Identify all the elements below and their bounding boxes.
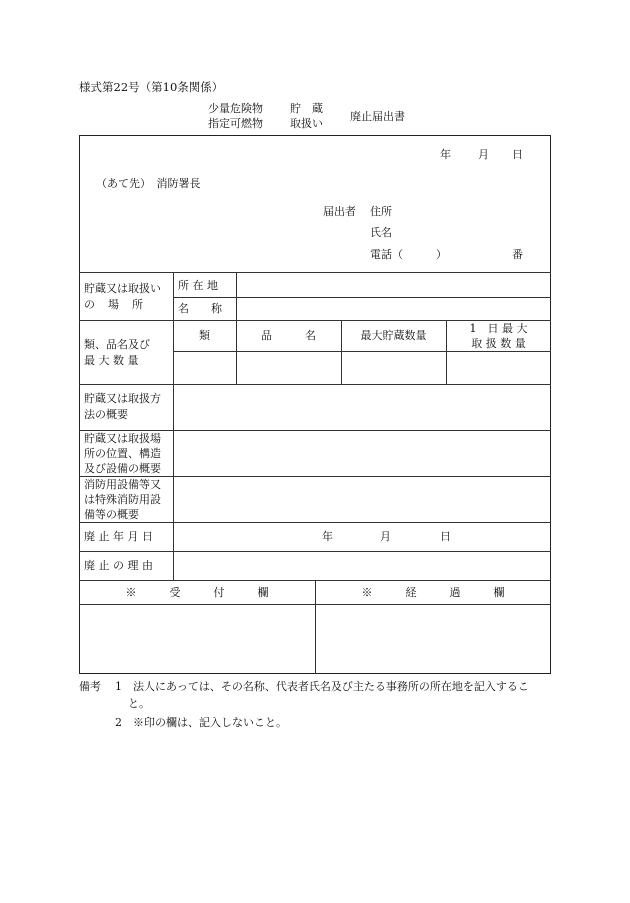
- category-label-2: 最 大 数 量: [84, 354, 139, 367]
- reason-label: 廃 止 の 理 由: [84, 559, 153, 572]
- abolish-month: 月: [380, 530, 391, 543]
- category-label-1: 類、品名及び: [84, 338, 150, 351]
- address-row-label: 所 在 地: [178, 279, 218, 292]
- name-row-label: 名 称: [178, 302, 222, 315]
- note-1-continued: と。: [128, 697, 150, 710]
- note-1: 1 法人にあっては、その名称、代表者氏名及び主たる事務所の所在地を記入するこ: [115, 680, 529, 693]
- name-label: 氏名: [370, 226, 392, 239]
- col-daily-2: 取 扱 数 量: [471, 337, 526, 350]
- location-label-2: の 場 所: [84, 298, 144, 311]
- col-max: 最大貯蔵数量: [360, 329, 427, 342]
- reception-label: ※ 受 付 欄: [125, 586, 269, 599]
- col-class: 類: [199, 329, 210, 342]
- col-daily-1: 1 日 最 大: [469, 322, 528, 335]
- progress-label: ※ 経 過 欄: [361, 586, 505, 599]
- facility-label-3: 及び設備の概要: [84, 462, 161, 475]
- title-type-line2: 指定可燃物: [208, 117, 263, 130]
- note-2: 2 ※印の欄は、記入しないこと。: [115, 716, 287, 729]
- address-label: 住所: [370, 205, 392, 218]
- title-act-line2: 取扱い: [290, 117, 323, 130]
- date-month: 月: [478, 148, 489, 161]
- abolish-day: 日: [440, 530, 451, 543]
- phone-suffix: 番: [512, 248, 523, 261]
- fire-label-1: 消防用設備等又: [84, 478, 161, 491]
- phone-label: 電話（ ）: [370, 248, 447, 261]
- abolish-year: 年: [322, 530, 333, 543]
- facility-label-1: 貯蔵又は取扱場: [84, 432, 161, 445]
- facility-label-2: 所の位置、構造: [84, 447, 161, 460]
- fire-label-3: 備等の概要: [84, 508, 139, 521]
- fire-label-2: は特殊消防用設: [84, 493, 161, 506]
- location-label-1: 貯蔵又は取扱い: [84, 282, 161, 295]
- date-day: 日: [512, 148, 523, 161]
- method-label-2: 法の概要: [84, 408, 128, 421]
- abolish-date-label: 廃 止 年 月 日: [84, 530, 153, 543]
- title-act-line1: 貯 蔵: [290, 102, 323, 115]
- date-year: 年: [440, 148, 451, 161]
- applicant-label: 届出者: [323, 205, 356, 218]
- form-number: 様式第22号（第10条関係）: [79, 80, 224, 94]
- title-type-line1: 少量危険物: [208, 102, 263, 115]
- document-title: 廃止届出書: [350, 110, 405, 123]
- method-label-1: 貯蔵又は取扱方: [84, 392, 161, 405]
- col-item: 品 名: [261, 329, 316, 342]
- notes-label: 備考: [79, 680, 101, 693]
- addressee: （あて先） 消防署長: [96, 177, 201, 190]
